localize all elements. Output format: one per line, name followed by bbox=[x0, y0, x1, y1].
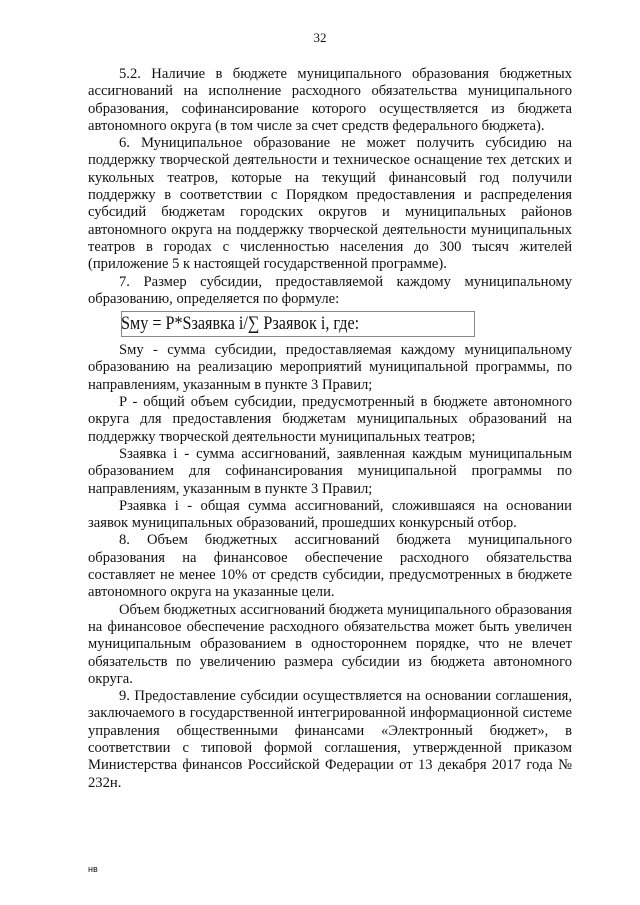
formula-text: Sму = P*Sзаявка i/∑ Pзаявок i, где: bbox=[121, 313, 360, 335]
paragraph-5-2: 5.2. Наличие в бюджете муниципального образования бюджетных ассигнований на исполнение расходного обязательства муниципального образования, софинансирование которого осуществляется из бюджета автономного округа (в том числе за счет средств федерального бюджета). bbox=[88, 66, 572, 134]
paragraph-7: 7. Размер субсидии, предоставляемой каждому муниципальному образованию, определяется по формуле: bbox=[88, 273, 572, 307]
definition-pzayavka: Pзаявка i - общая сумма ассигнований, сложившаяся на основании заявок муниципальных образований, прошедших конкурсный отбор. bbox=[88, 497, 572, 532]
paragraph-8-volume: Объем бюджетных ассигнований бюджета муниципального образования на финансовое обеспечение расходного обязательства может быть увеличен муниципальным образованием в одностороннем порядке, что не влечет обязательств по увеличению размера субсидии из бюджета автономного округа. bbox=[88, 601, 572, 687]
formula bbox=[121, 310, 572, 338]
paragraph-8: 8. Объем бюджетных ассигнований бюджета муниципального образования на финансовое обеспечение расходного обязательства составляет не менее 10% от средств субсидии, предусмотренных в бюджете автономного округа на указанные цели. bbox=[88, 532, 572, 601]
paragraph-6: 6. Муниципальное образование не может получить субсидию на поддержку творческой деятельности и техническое оснащение тех детских и кукольных театров, которые на текущий финансовый год получили поддержку в соответствии с Порядком предоставления и распределения субсидий бюджетам городских округов и муниципальных районов автономного округа на поддержку творческой деятельности муниципальных театров в городах с численностью населения до 300 тысяч жителей (приложение 5 к настоящей государственной программе). bbox=[88, 135, 572, 273]
footer-mark: нв bbox=[88, 864, 98, 874]
paragraph-9: 9. Предоставление субсидии осуществляется на основании соглашения, заключаемого в государственной интегрированной информационной системе управления общественными финансами «Электронный бюджет», в соответствии с типовой формой соглашения, утвержденной приказом Министерства финансов Российской Федерации от 13 декабря 2017 года № 232н. bbox=[88, 688, 572, 791]
definition-p: P - общий объем субсидии, предусмотренный в бюджете автономного округа для предоставления бюджетам муниципальных образований на поддержку творческой деятельности муниципальных театров; bbox=[88, 394, 572, 445]
page-number: 32 bbox=[313, 30, 327, 45]
definition-szayavka: Sзаявка i - сумма ассигнований, заявленная каждым муниципальным образованием для софинансирования муниципальной программы по направлениям, указанным в пункте 3 Правил; bbox=[88, 445, 572, 497]
definition-smu: Sму - сумма субсидии, предоставляемая каждому муниципальному образованию на реализацию мероприятий муниципальной программы, по направлениям, указанным в пункте 3 Правил; bbox=[88, 342, 572, 393]
document-body bbox=[88, 66, 572, 792]
